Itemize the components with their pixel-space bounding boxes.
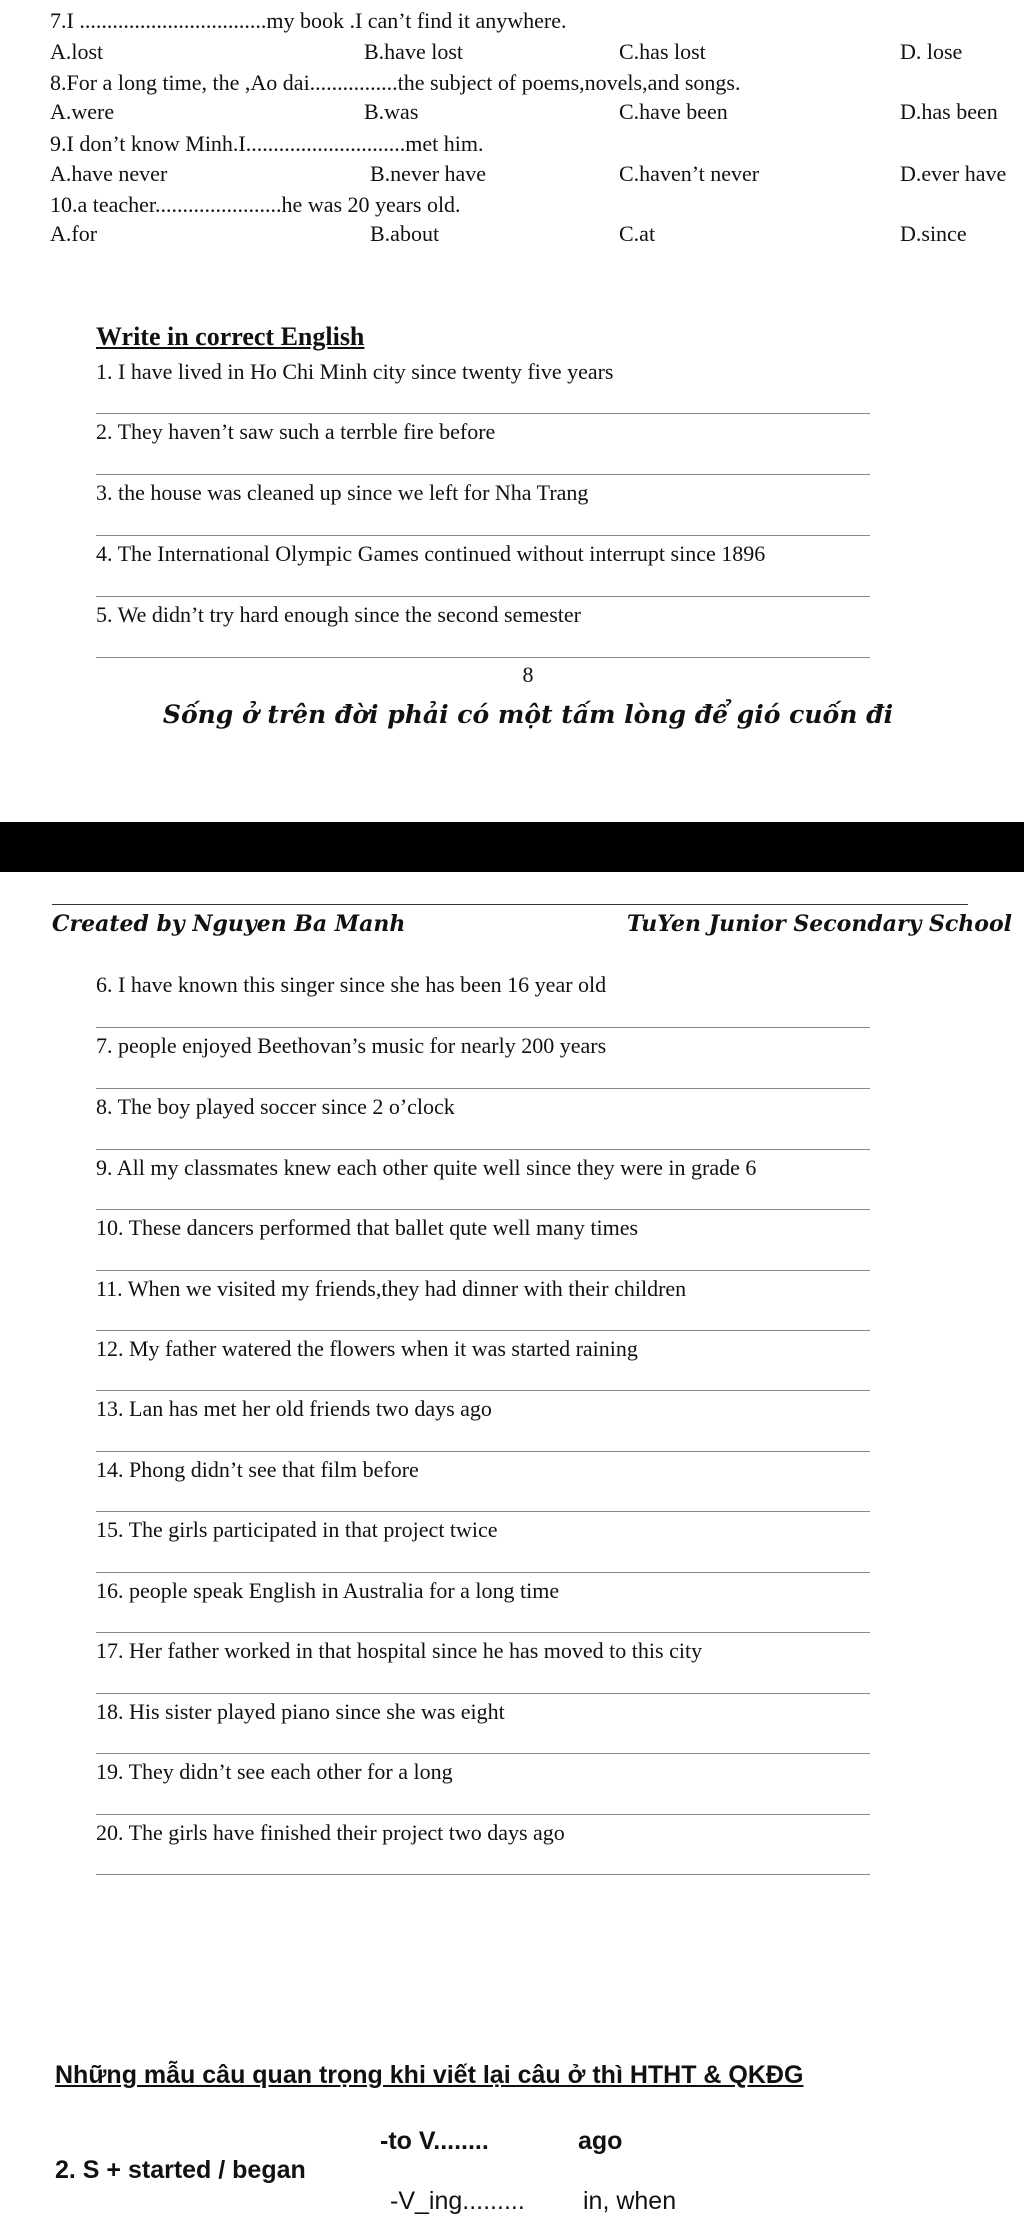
header-author: Created by Nguyen Ba Manh (52, 911, 406, 937)
list-item: 4. The International Olympic Games continued without interrupt since 1896 (96, 541, 766, 566)
page-break (0, 822, 1024, 872)
page-number: 8 (522, 662, 534, 687)
option-b: B.about (370, 221, 440, 246)
answer-line (96, 1632, 870, 1633)
answer-line (96, 413, 870, 414)
option-b: B.was (364, 99, 419, 124)
answer-line (96, 1451, 870, 1452)
header-rule (52, 904, 968, 905)
answer-line (96, 1572, 870, 1573)
option-a: A.were (50, 99, 115, 124)
grammar-title: Những mẫu câu quan trọng khi viết lại câu ở thì HTHT & QKĐG (55, 2061, 804, 2089)
list-item: 3. the house was cleaned up since we left for Nha Trang (96, 480, 589, 505)
formula-suffix-ago: ago (578, 2127, 623, 2155)
answer-line (96, 1511, 870, 1512)
list-item: 13. Lan has met her old friends two days ago (96, 1396, 492, 1421)
answer-line (96, 474, 870, 475)
option-d: D.since (900, 221, 967, 246)
option-c: C.haven’t never (619, 161, 760, 186)
list-item: 14. Phong didn’t see that film before (96, 1457, 419, 1482)
option-a: A.lost (50, 39, 104, 64)
formula-main: 2. S + started / began (55, 2156, 306, 2184)
list-item: 11. When we visited my friends,they had dinner with their children (96, 1276, 687, 1301)
option-d: D.ever have (900, 161, 1007, 186)
question-stem: 10.a teacher.......................he was 20 years old. (50, 192, 461, 217)
option-a: A.have never (50, 161, 168, 186)
answer-line (96, 1814, 870, 1815)
option-c: C.has lost (619, 39, 706, 64)
answer-line (96, 1149, 870, 1150)
answer-line (96, 596, 870, 597)
list-item: 16. people speak English in Australia for a long time (96, 1578, 560, 1603)
header-school: TuYen Junior Secondary School (626, 911, 1012, 937)
formula-option-to-v: -to V........ (380, 2127, 489, 2155)
section-title: Write in correct English (96, 322, 365, 351)
answer-line (96, 1874, 870, 1875)
option-a: A.for (50, 221, 98, 246)
answer-line (96, 1330, 870, 1331)
list-item: 18. His sister played piano since she was eight (96, 1699, 505, 1724)
answer-line (96, 1270, 870, 1271)
option-d: D. lose (900, 39, 963, 64)
list-item: 20. The girls have finished their project two days ago (96, 1820, 565, 1845)
answer-line (96, 1088, 870, 1089)
formula-suffix-in-when: in, when (583, 2187, 677, 2215)
answer-line (96, 535, 870, 536)
answer-line (96, 1209, 870, 1210)
answer-line (96, 1753, 870, 1754)
formula-option-v-ing: -V_ing......... (390, 2187, 525, 2215)
list-item: 8. The boy played soccer since 2 o’clock (96, 1094, 455, 1119)
option-c: C.have been (619, 99, 728, 124)
option-c: C.at (619, 221, 656, 246)
question-stem: 7.I ..................................my book .I can’t find it anywhere. (50, 8, 567, 33)
question-stem: 9.I don’t know Minh.I.............................met him. (50, 131, 484, 156)
list-item: 19. They didn’t see each other for a long (96, 1759, 453, 1784)
list-item: 5. We didn’t try hard enough since the second semester (96, 602, 581, 627)
list-item: 2. They haven’t saw such a terrble fire before (96, 419, 496, 444)
list-item: 10. These dancers performed that ballet qute well many times (96, 1215, 639, 1240)
question-stem: 8.For a long time, the ,Ao dai................the subject of poems,novels,and songs. (50, 70, 741, 95)
answer-line (96, 1693, 870, 1694)
list-item: 15. The girls participated in that project twice (96, 1517, 498, 1542)
answer-line (96, 657, 870, 658)
option-d: D.has been (900, 99, 998, 124)
answer-line (96, 1027, 870, 1028)
page-motto: Sống ở trên đời phải có một tấm lòng để gió cuốn đi (162, 700, 894, 729)
list-item: 6. I have known this singer since she has been 16 year old (96, 972, 607, 997)
list-item: 12. My father watered the flowers when it was started raining (96, 1336, 638, 1361)
list-item: 1. I have lived in Ho Chi Minh city since twenty five years (96, 359, 614, 384)
list-item: 9. All my classmates knew each other quite well since they were in grade 6 (96, 1155, 757, 1180)
list-item: 7. people enjoyed Beethovan’s music for nearly 200 years (96, 1033, 607, 1058)
answer-line (96, 1390, 870, 1391)
option-b: B.never have (370, 161, 487, 186)
option-b: B.have lost (364, 39, 463, 64)
list-item: 17. Her father worked in that hospital since he has moved to this city (96, 1638, 703, 1663)
